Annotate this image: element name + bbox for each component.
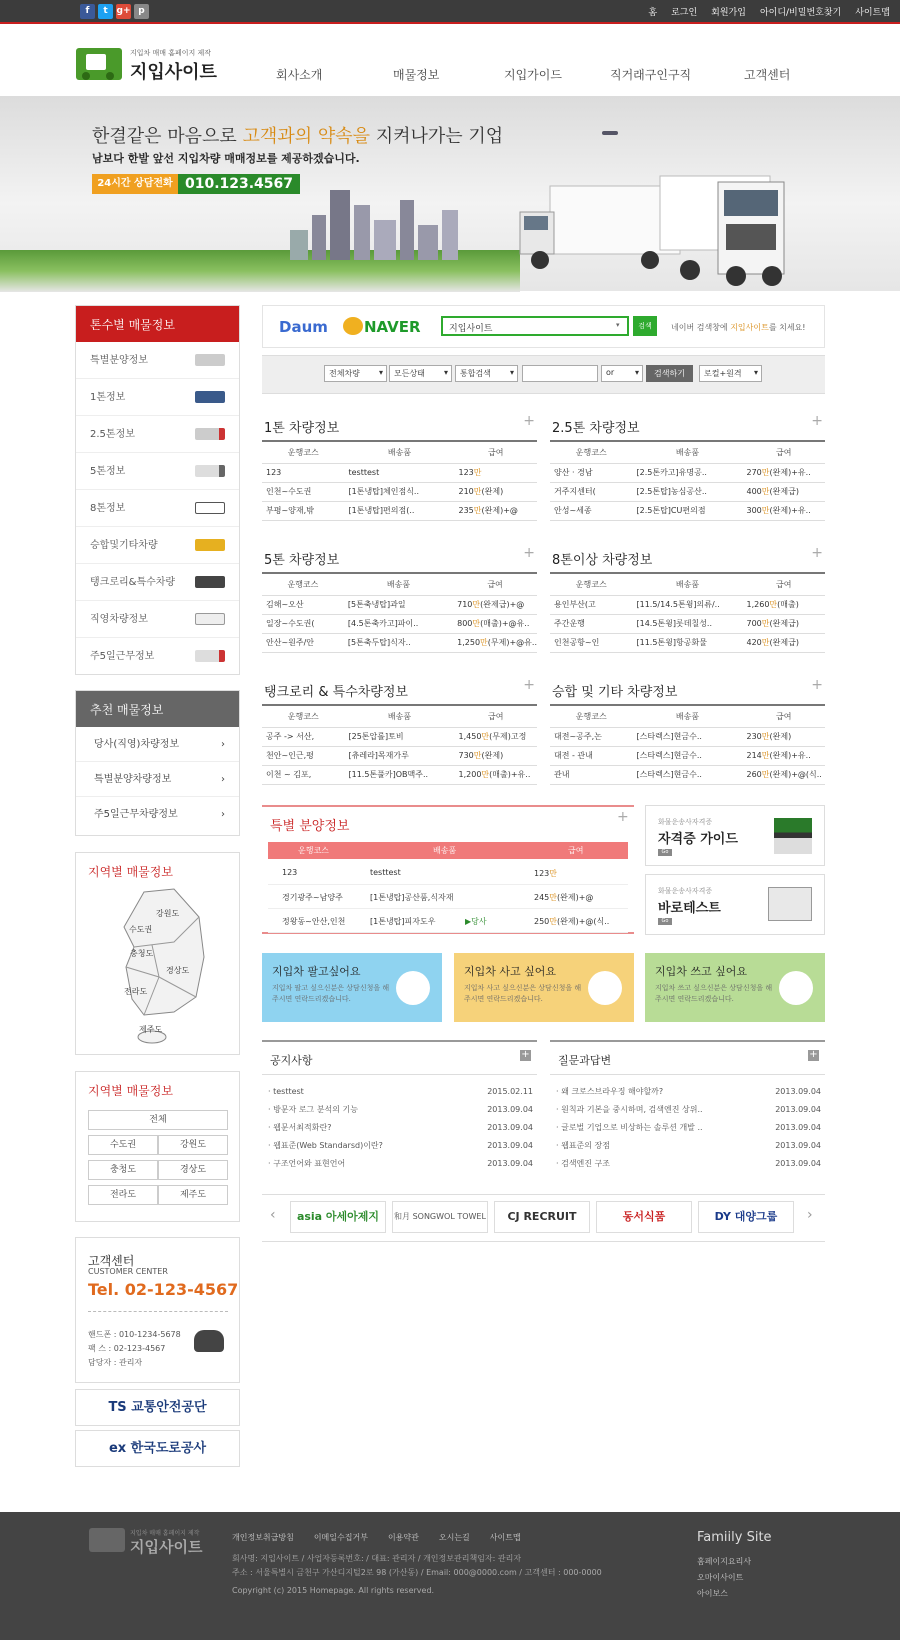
listing-search-button[interactable]: 검색하기 [646, 365, 693, 382]
region-button-title: 지역별 매물정보 [88, 1084, 173, 1098]
calculator-icon [396, 971, 430, 1005]
table-row[interactable] [262, 727, 537, 746]
board-table [550, 704, 825, 785]
notice-more-icon[interactable]: + [521, 1049, 530, 1060]
nav-jobs[interactable]: 직거래구인구직 [610, 68, 692, 82]
col-header: 급여 [743, 573, 826, 595]
table-row[interactable] [262, 501, 537, 520]
pay-cell: 1,450만(무제)고정 [455, 727, 538, 746]
partner-divider-bottom [262, 1241, 825, 1242]
portal-search-input[interactable]: 지입사이트 [441, 316, 629, 336]
city-skyline [290, 180, 540, 260]
table-row[interactable] [550, 633, 825, 652]
print-icon[interactable]: p [134, 4, 149, 19]
top-link-find[interactable]: 아이디/비밀번호찾기 [759, 8, 842, 18]
top-link-join[interactable]: 회원가입 [711, 8, 746, 18]
truck-icon [195, 613, 225, 625]
col-header: 급여 [743, 441, 826, 463]
google-plus-icon[interactable]: g+ [116, 4, 131, 19]
route-cell: 용인부산(고 [550, 595, 633, 614]
region-button-gangwon[interactable]: 강원도 [158, 1135, 228, 1155]
cargo-cell: [25톤압롤]토비 [345, 727, 455, 746]
hotline-phone[interactable]: 010.123.4567 [178, 174, 300, 194]
table-row[interactable] [550, 727, 825, 746]
table-row[interactable] [262, 463, 537, 482]
footer-logo-sub: 지입차 매매 홈페이지 제작 [130, 1530, 200, 1537]
recommend-item-5day[interactable]: 주5일근무차량정보 › [76, 797, 239, 832]
status-select[interactable]: 모든상태 ▾ [389, 365, 452, 382]
pay-cell: 730만(완제) [455, 746, 538, 765]
route-cell: 이천 ~ 김포, [262, 765, 345, 784]
table-row[interactable] [550, 765, 825, 784]
board-more-icon[interactable]: + [811, 413, 823, 429]
pay-cell: 1,260만(매출) [743, 595, 826, 614]
pay-cell: 420만(완제급) [743, 633, 826, 652]
cs-contacts: 핸드폰 : 010-1234-5678 팩 스 : 02-123-4567 담당자 : 관리자 [88, 1330, 181, 1367]
logo-title[interactable]: 지입사이트 [130, 62, 217, 83]
top-link-login[interactable]: 로그인 [671, 8, 698, 18]
route-cell: 거주지센터( [550, 482, 633, 501]
route-cell: 인천~수도권 [262, 482, 345, 501]
portal-search-tip: 네이버 검색창에 지입사이트를 치세요! [671, 323, 806, 332]
naver-logo: NAVER [364, 318, 421, 336]
pay-cell: 230만(완제) [743, 727, 826, 746]
board-table [550, 572, 825, 653]
board-table [550, 440, 825, 521]
banner-use[interactable]: 지입차 쓰고 싶어요 지입차 쓰고 싶으신분은 상담신청을 해주시면 연락드리겠습니다. [645, 953, 825, 1022]
partner-dy[interactable]: DY 대양그룹 [698, 1201, 794, 1233]
region-button-chungcheong[interactable]: 충청도 [88, 1160, 158, 1180]
card-icon [588, 971, 622, 1005]
board-more-icon[interactable]: + [523, 677, 535, 693]
table-row[interactable] [262, 746, 537, 765]
chevron-down-icon: ▾ [616, 321, 620, 329]
bus-icon [195, 539, 225, 551]
scope-select[interactable]: 로컬+원격 ▾ [699, 365, 762, 382]
list-item[interactable]: · 구조언어와 표현언어 2013.09.04 [268, 1159, 533, 1168]
special-header: 운행코스 배송품 급여 [268, 842, 628, 859]
ton-item-1t[interactable]: 1톤정보 [76, 379, 239, 416]
qna-more-icon[interactable]: + [809, 1049, 818, 1060]
cargo-cell: [1톤냉탑]체인점식.. [345, 482, 455, 501]
board-table [262, 572, 537, 653]
region-button-capital[interactable]: 수도권 [88, 1135, 158, 1155]
ton-item-5day[interactable]: 주5일근무정보 [76, 638, 239, 675]
cargo-cell: [4.5톤축카고]파이.. [344, 614, 453, 633]
region-all-button[interactable]: 전체 [88, 1110, 228, 1130]
cargo-cell: [스타렉스]현금수.. [633, 746, 743, 765]
col-header: 급여 [455, 441, 538, 463]
ton-item-van[interactable]: 승합및기타차량 [76, 527, 239, 564]
hero-subtitle: 남보다 한발 앞선 지입차량 매매정보를 제공하겠습니다. [92, 152, 360, 165]
list-item[interactable]: · 검색엔진 구조 2013.09.04 [556, 1159, 821, 1168]
footer-link-terms[interactable]: 이용약관 [387, 1533, 419, 1542]
footer-link-map[interactable]: 오시는길 [438, 1533, 470, 1542]
truck-icon [779, 971, 813, 1005]
chevron-right-icon: › [221, 809, 225, 820]
table-row[interactable] [550, 501, 825, 520]
pay-cell: 800만(매출)+@유.. [453, 614, 537, 633]
pay-cell: 710만(완제급)+@ [453, 595, 537, 614]
banner-sell[interactable]: 지입차 팔고싶어요 지입차 팔고 싶으신분은 상담신청을 해주시면 연락드리겠습니다. [262, 953, 442, 1022]
col-header: 운행코스 [550, 441, 633, 463]
divider [88, 1311, 228, 1312]
region-label-chungcheong[interactable]: 충청도 [130, 949, 154, 958]
list-item[interactable]: · 웹표준의 장점 2013.09.04 [556, 1141, 821, 1150]
chevron-right-icon: › [221, 774, 225, 785]
airplane-icon [602, 131, 618, 135]
logo-truck-icon[interactable] [76, 48, 122, 80]
notice-title: 공지사항 [270, 1054, 313, 1067]
route-cell: 관내 [550, 765, 633, 784]
board-title: 승합 및 기타 차량정보 [552, 685, 678, 700]
recommend-item-direct[interactable]: 당사(직영)차량정보 › [76, 727, 239, 762]
table-row[interactable] [550, 746, 825, 765]
pay-cell: 235만(완제)+@ [455, 501, 538, 520]
operator-select[interactable]: or ▾ [601, 365, 643, 382]
truck-icon [195, 650, 225, 662]
col-header: 급여 [455, 705, 538, 727]
col-header: 운행코스 [262, 705, 345, 727]
route-cell: 안성~세종 [550, 501, 633, 520]
region-label-jeju[interactable]: 제주도 [139, 1025, 163, 1034]
route-cell: 양산 · 경남 [550, 463, 633, 482]
facebook-icon[interactable]: f [80, 4, 95, 19]
vehicle-select[interactable]: 전체차량 ▾ [324, 365, 387, 382]
ton-item-direct[interactable]: 직영차량정보 [76, 601, 239, 638]
pay-cell: 214만(완제)+유.. [743, 746, 826, 765]
pay-cell: 260만(완제)+@(식.. [743, 765, 826, 784]
col-header: 배송품 [345, 441, 455, 463]
cargo-cell: [5톤축냉탑]과일 [344, 595, 453, 614]
footer-logo-icon [89, 1528, 125, 1552]
qna-title: 질문과답변 [558, 1054, 612, 1067]
table-row[interactable] [262, 614, 537, 633]
partner-prev-icon[interactable]: ‹ [270, 1207, 276, 1223]
pay-cell: 1,200만(매출)+유.. [455, 765, 538, 784]
list-item[interactable]: · 웹문서최적화란? 2013.09.04 [268, 1123, 533, 1132]
cargo-cell: [11.5톤풀카]OB맥주.. [345, 765, 455, 784]
footer-info: 회사명: 지입사이트 / 사업자등록번호: / 대표: 관리자 / 개인정보관리책임자: 관리자 주소 : 서울특별시 금천구 가산디지털2로 98 (가산동) / Email: 000@0000.com / 고객센터 : 000-0000 Copyright (c) 2015 Homepage. All rights reserved. [232, 1554, 602, 1595]
col-header: 배송품 [633, 705, 743, 727]
footer-link-privacy[interactable]: 개인정보취급방침 [232, 1533, 294, 1542]
recommend-menu [75, 690, 240, 836]
guide-card-license[interactable]: 화물운송사자격증 자격증 가이드 Go [645, 805, 825, 866]
route-cell: 김해~오산 [262, 595, 344, 614]
partner-ex[interactable]: ex 한국도로공사 [75, 1430, 240, 1467]
special-title: 특별 분양정보 [270, 819, 350, 834]
pay-cell: 400만(완제급) [743, 482, 826, 501]
cargo-cell: [1톤냉탑]편의점(.. [345, 501, 455, 520]
partner-asia[interactable]: asia 아세아제지 [290, 1201, 386, 1233]
table-row[interactable] [550, 463, 825, 482]
recommend-title: 추천 매물정보 [76, 691, 239, 727]
laptop-icon [768, 887, 812, 921]
board-more-icon[interactable]: + [811, 545, 823, 561]
partner-ts[interactable]: TS 교통안전공단 [75, 1389, 240, 1426]
family-site-link[interactable]: 오마이사이트 [697, 1573, 744, 1582]
col-header: 운행코스 [550, 705, 633, 727]
list-item[interactable]: · testtest 2015.02.11 [268, 1087, 533, 1096]
daum-logo: Daum [279, 318, 328, 336]
route-cell: 공주 -> 서산, [262, 727, 345, 746]
qna-board [550, 1040, 825, 1168]
table-row[interactable] [262, 633, 537, 652]
footer-logo-title[interactable]: 지입사이트 [130, 1538, 203, 1556]
col-header: 배송품 [345, 705, 455, 727]
route-cell: 123 [262, 463, 345, 482]
table-row[interactable] [550, 595, 825, 614]
pay-cell: 210만(완제) [455, 482, 538, 501]
cargo-cell: [츄레라]목재가루 [345, 746, 455, 765]
cargo-cell: [2.5톤탑]농심공산.. [633, 482, 743, 501]
route-cell: 천안~인근,평 [262, 746, 345, 765]
region-button-box [75, 1071, 240, 1222]
cs-tel[interactable]: Tel. 02-123-4567 [88, 1280, 239, 1299]
route-cell: 대전 - 관내 [550, 746, 633, 765]
pay-cell: 300만(완제)+유.. [743, 501, 826, 520]
pay-cell: 700만(완제급) [743, 614, 826, 633]
cargo-cell: testtest [345, 463, 455, 482]
route-cell: 주간운행 [550, 614, 633, 633]
nav-guide[interactable]: 지입가이드 [504, 68, 562, 82]
customer-center [75, 1237, 240, 1383]
list-item[interactable]: · 웹표준(Web Standarsd)이란? 2013.09.04 [268, 1141, 533, 1150]
cargo-cell: [2.5톤카고]유명공.. [633, 463, 743, 482]
board-title: 8톤이상 차량정보 [552, 553, 653, 568]
top-links [648, 5, 890, 18]
cargo-cell: [2.5톤탑]CU편의점 [633, 501, 743, 520]
ton-item-8t[interactable]: 8톤정보 [76, 490, 239, 527]
keyword-input[interactable] [522, 365, 598, 382]
table-row[interactable] [550, 482, 825, 501]
books-icon [774, 818, 812, 854]
list-item[interactable]: · 왜 크로스브라우징 해야할까? 2013.09.04 [556, 1087, 821, 1096]
col-header: 운행코스 [262, 573, 344, 595]
cargo-cell: [14.5톤윙]롯데칠성.. [633, 614, 743, 633]
special-row[interactable]: 123 testtest 123만 [268, 862, 628, 885]
hotline-badge: 24시간 상담전화 [92, 174, 178, 194]
nav-listings[interactable]: 매물정보 [393, 68, 440, 82]
footer-link-sitemap[interactable]: 사이트맵 [489, 1533, 521, 1542]
board-title: 5톤 차량정보 [264, 553, 340, 568]
footer-links [232, 1532, 521, 1543]
truck-icon [195, 391, 225, 403]
board-table [262, 704, 537, 785]
board-title: 1톤 차량정보 [264, 421, 340, 436]
pay-cell: 1,250만(무제)+@유.. [453, 633, 537, 652]
col-header: 배송품 [633, 573, 743, 595]
truck-icon [195, 576, 225, 588]
table-row[interactable] [262, 482, 537, 501]
guide-card-test[interactable]: 화물운송사자격증 바로테스트 Go [645, 874, 825, 935]
region-label-gyeongsang[interactable]: 경상도 [166, 966, 190, 975]
recommend-item-special[interactable]: 특별분양차량정보 › [76, 762, 239, 797]
portal-search-button[interactable]: 검색 [633, 316, 657, 336]
banner-buy[interactable]: 지입차 사고 싶어요 지입차 사고 싶으신분은 상담신청을 해주시면 연락드리겠습니다. [454, 953, 634, 1022]
notice-board [262, 1040, 537, 1168]
table-row[interactable] [262, 765, 537, 784]
partner-songwol[interactable]: 和月 SONGWOL TOWEL [392, 1201, 488, 1233]
cargo-cell: [11.5/14.5톤윙]의류/.. [633, 595, 743, 614]
hero-headline: 한결같은 마음으로 고객과의 약속을 지켜나가는 기업 [92, 126, 504, 147]
ton-item-25t[interactable]: 2.5톤정보 [76, 416, 239, 453]
family-site-list [697, 1554, 751, 1602]
partner-divider-top [262, 1194, 825, 1195]
logo-subtitle: 지입차 매매 홈페이지 제작 [130, 49, 212, 57]
trucks-image [510, 172, 810, 288]
cargo-cell: [스타렉스]현금수.. [633, 765, 743, 784]
region-label-gangwon[interactable]: 강원도 [156, 909, 180, 918]
region-button-jeju[interactable]: 제주도 [158, 1185, 228, 1205]
route-cell: 대전~공주,논 [550, 727, 633, 746]
route-cell: 부평~양재,밖 [262, 501, 345, 520]
family-site-title: Famiily Site [697, 1530, 772, 1545]
nav-company[interactable]: 회사소개 [276, 68, 323, 82]
footer-link-email[interactable]: 이메일수집거부 [313, 1533, 368, 1542]
truck-icon [195, 428, 225, 440]
region-button-gyeongsang[interactable]: 경상도 [158, 1160, 228, 1180]
region-label-capital[interactable]: 수도권 [129, 925, 153, 934]
pay-cell: 270만(완제)+유.. [743, 463, 826, 482]
route-cell: 인천공항~인 [550, 633, 633, 652]
partner-cj[interactable]: CJ RECRUIT [494, 1201, 590, 1233]
ton-menu-title: 톤수별 매물정보 [76, 306, 239, 342]
list-item[interactable]: · 글로벌 기업으로 비상하는 솔루션 개발 .. 2013.09.04 [556, 1123, 821, 1132]
cargo-cell: [5톤축두탑]식자.. [344, 633, 453, 652]
partner-next-icon[interactable]: › [807, 1207, 813, 1223]
special-row[interactable]: 정왕동~안산,인천 [1톤냉탑]피자도우 ▶당사 250만(완제)+@(식.. [268, 910, 628, 933]
board-title: 2.5톤 차량정보 [552, 421, 640, 436]
table-row[interactable] [262, 595, 537, 614]
cargo-cell: [11.5톤윙]항공화물 [633, 633, 743, 652]
top-link-sitemap[interactable]: 사이트맵 [855, 8, 890, 18]
board-table [262, 440, 537, 521]
list-item[interactable]: · 방문자 로그 분석의 기능 2013.09.04 [268, 1105, 533, 1114]
ton-item-5t[interactable]: 5톤정보 [76, 453, 239, 490]
cs-title: 고객센터 [88, 1254, 135, 1268]
col-header: 배송품 [633, 441, 743, 463]
twitter-icon[interactable]: t [98, 4, 113, 19]
ton-item-special[interactable]: 특별분양정보 [76, 342, 239, 379]
board-title: 탱크로리 & 특수차량정보 [264, 685, 408, 700]
pay-cell: 123만 [455, 463, 538, 482]
col-header: 운행코스 [550, 573, 633, 595]
col-header: 운행코스 [262, 441, 345, 463]
route-cell: 일장~수도권( [262, 614, 344, 633]
col-header: 배송품 [344, 573, 453, 595]
family-site-link[interactable]: 아이보스 [697, 1589, 728, 1598]
truck-icon [195, 465, 225, 477]
board-more-icon[interactable]: + [811, 677, 823, 693]
field-select[interactable]: 통합검색 ▾ [455, 365, 518, 382]
partner-dongsuh[interactable]: 동서식품 [596, 1201, 692, 1233]
board-more-icon[interactable]: + [523, 545, 535, 561]
cargo-cell: [스타렉스]현금수.. [633, 727, 743, 746]
route-cell: 안산~원주/안 [262, 633, 344, 652]
ton-item-tank[interactable]: 탱크로리&특수차량 [76, 564, 239, 601]
list-item[interactable]: · 원칙과 기본을 중시하며, 검색엔진 상위.. 2013.09.04 [556, 1105, 821, 1114]
cs-subtitle: CUSTOMER CENTER [88, 1267, 168, 1276]
region-map-box [75, 852, 240, 1055]
special-row[interactable]: 경기광주~남양주 [1톤냉탑]공산품,식자재 245만(완제)+@ [268, 886, 628, 909]
region-label-jeolla[interactable]: 전라도 [124, 987, 148, 996]
truck-icon [195, 354, 225, 366]
family-site-link[interactable]: 홈페이지요리사 [697, 1557, 752, 1566]
truck-icon [195, 502, 225, 514]
telephone-icon [194, 1330, 224, 1352]
ton-menu [75, 305, 240, 675]
special-more-icon[interactable]: + [617, 809, 629, 825]
region-map-title: 지역별 매물정보 [88, 865, 173, 879]
chevron-right-icon: › [221, 739, 225, 750]
board-more-icon[interactable]: + [523, 413, 535, 429]
nav-support[interactable]: 고객센터 [744, 68, 791, 82]
top-link-home[interactable]: 홈 [648, 8, 658, 18]
col-header: 급여 [743, 705, 826, 727]
region-button-jeolla[interactable]: 전라도 [88, 1185, 158, 1205]
col-header: 급여 [453, 573, 537, 595]
table-row[interactable] [550, 614, 825, 633]
naver-character-icon [343, 317, 363, 335]
